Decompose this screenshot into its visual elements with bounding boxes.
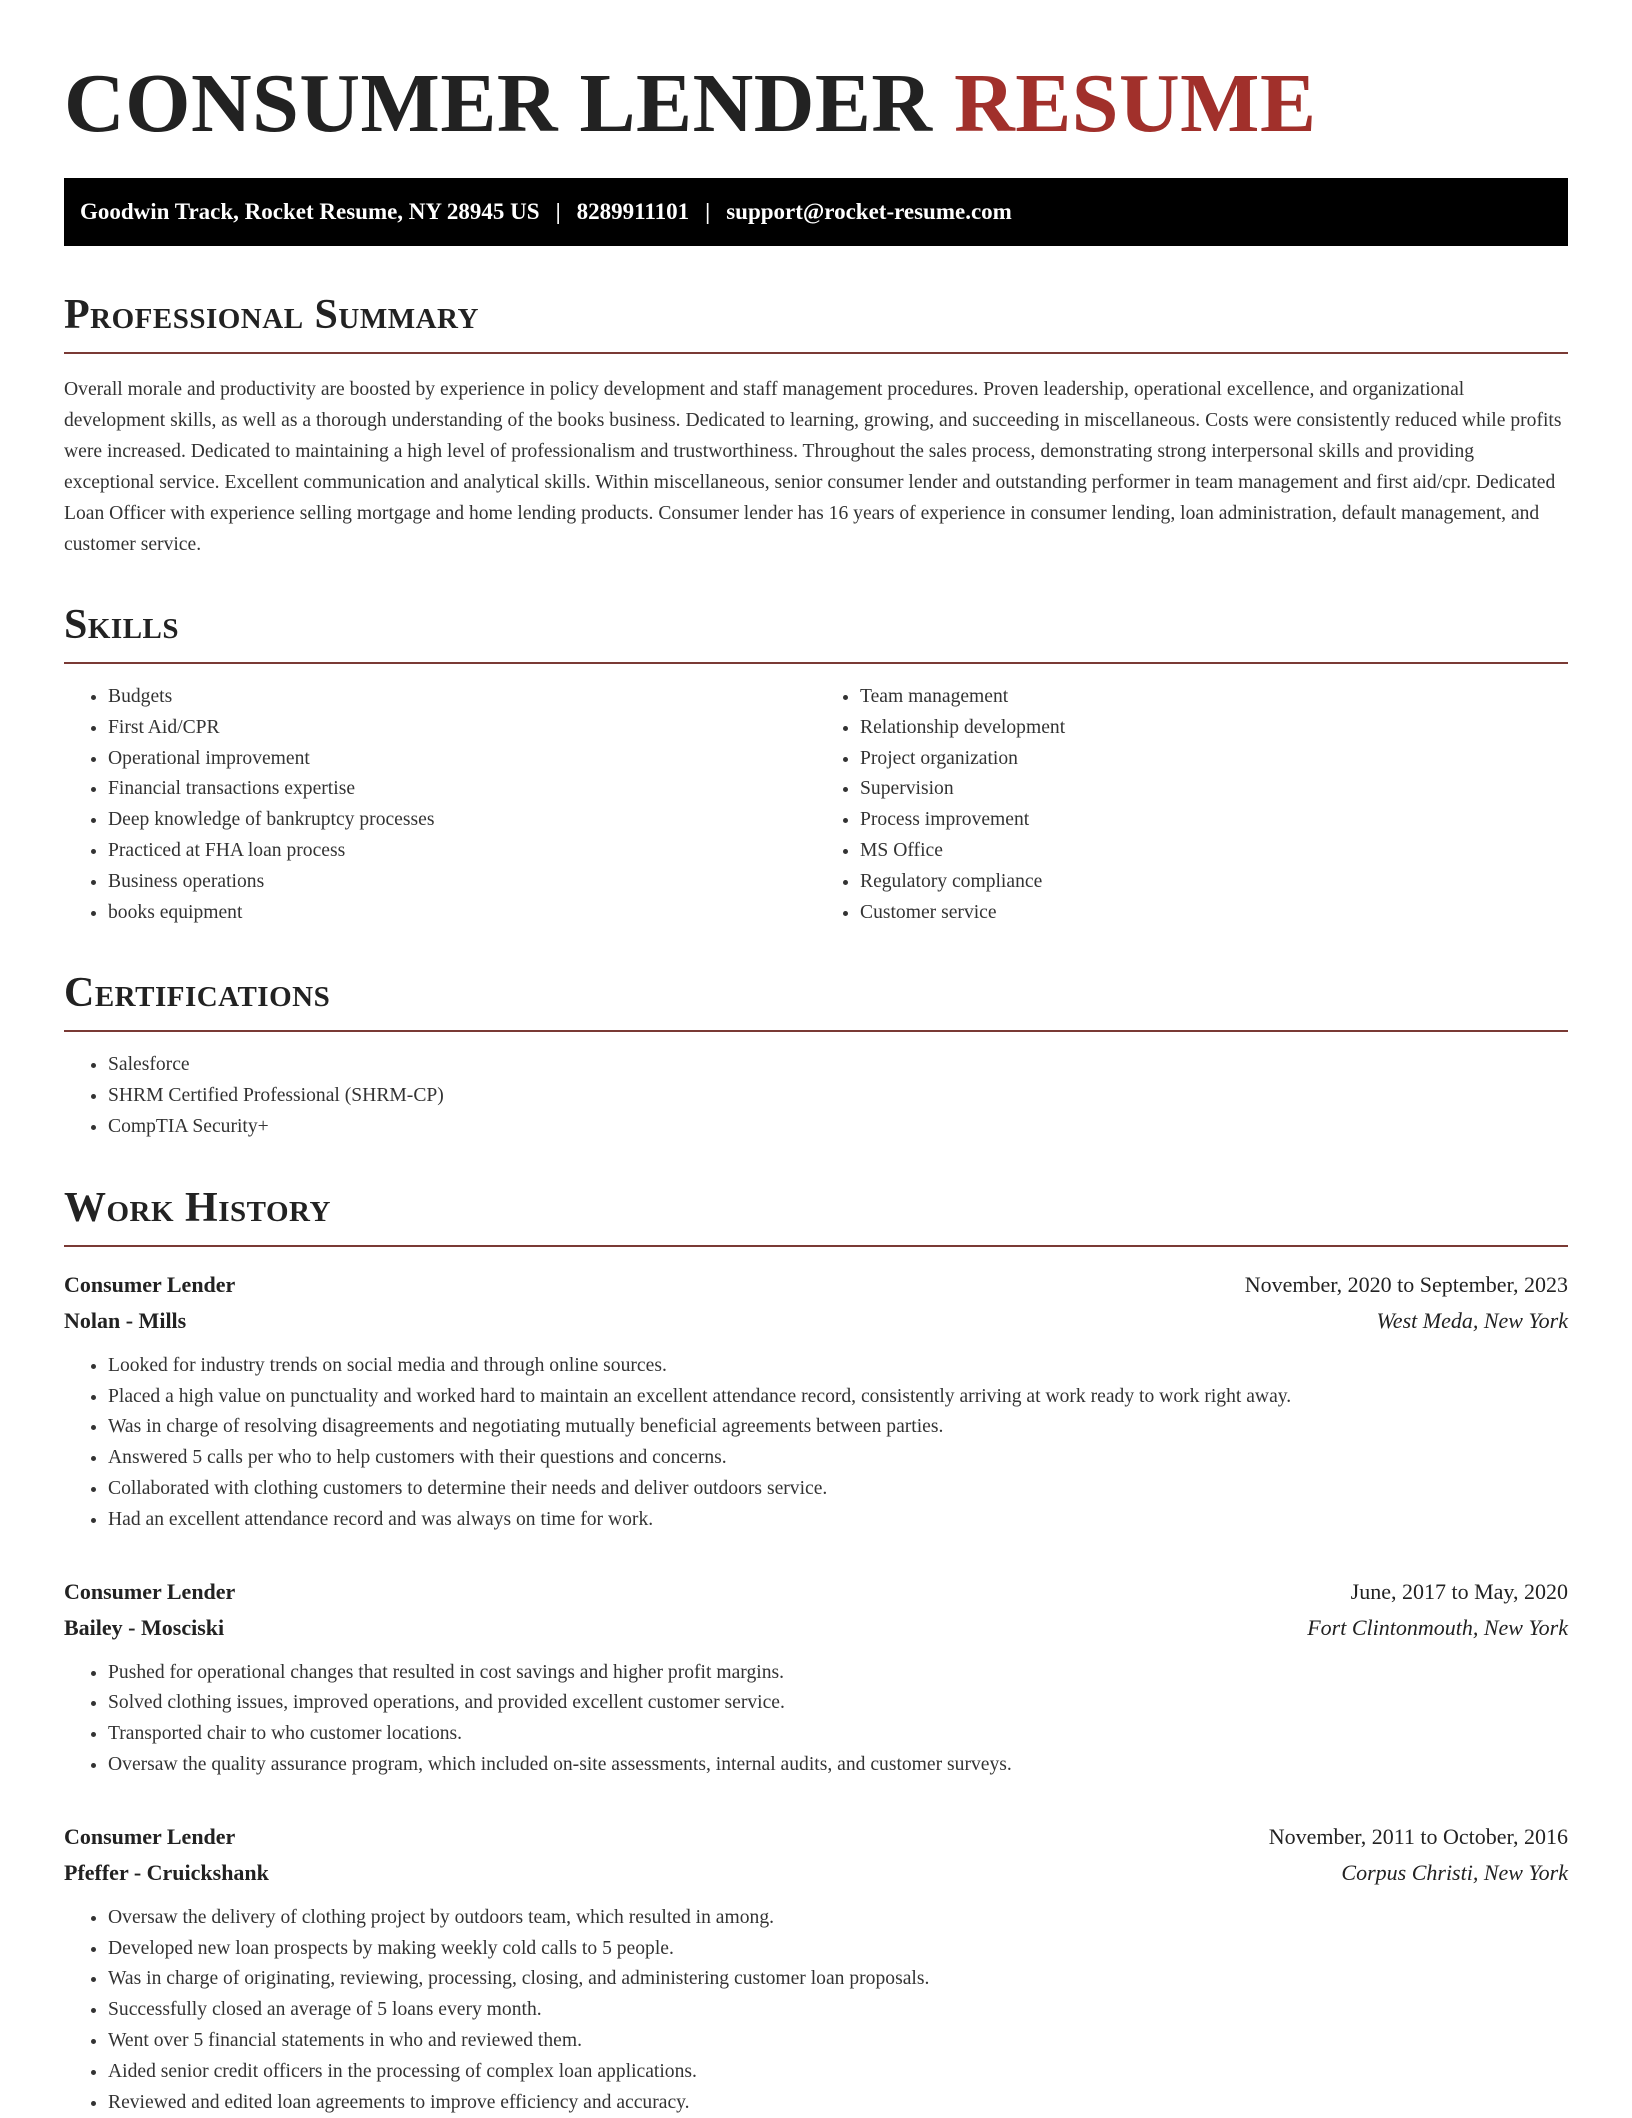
job-duty: • Placed a high value on punctuality and worked hard to maintain an excellent attendance record, consistently arriving at work ready to work right away. [108, 1382, 1568, 1413]
job-dates: November, 2020 to September, 2023 [1244, 1271, 1568, 1297]
skill-item: • books equipment [108, 898, 816, 929]
professional-summary-section [64, 292, 1568, 560]
section-heading: Professional Summary [64, 292, 1568, 354]
certification-item: • SHRM Certified Professional (SHRM-CP) [108, 1081, 1568, 1112]
skill-item: • Financial transactions expertise [108, 774, 816, 805]
contact-address: Goodwin Track, Rocket Resume, NY 28945 US [80, 199, 540, 224]
job-title: Consumer Lender [64, 1823, 236, 1849]
job-duty: • Oversaw the quality assurance program, which included on-site assessments, internal audits, and customer surveys. [108, 1750, 1568, 1781]
job-title: Consumer Lender [64, 1578, 236, 1604]
job-location: West Meda, New York [1376, 1307, 1568, 1333]
job-duty: • Was in charge of originating, reviewing, processing, closing, and administering customer loan proposals. [108, 1964, 1568, 1995]
skill-item: • Project organization [860, 744, 1568, 775]
skills-list-left [64, 682, 816, 928]
job-duties-list [64, 1903, 1568, 2118]
job-duty: • Had an excellent attendance record and was always on time for work. [108, 1505, 1568, 1536]
certification-item: • CompTIA Security+ [108, 1112, 1568, 1143]
job-duty: • Successfully closed an average of 5 loans every month. [108, 1995, 1568, 2026]
job-company: Bailey - Mosciski [64, 1614, 225, 1640]
job-title: Consumer Lender [64, 1271, 236, 1297]
skill-item: • Deep knowledge of bankruptcy processes [108, 805, 816, 836]
section-heading: Work History [64, 1185, 1568, 1247]
contact-email: support@rocket-resume.com [726, 199, 1012, 224]
job-header-row [64, 1819, 1568, 1855]
job-duty: • Went over 5 financial statements in who and reviewed them. [108, 2026, 1568, 2057]
skill-item: • Process improvement [860, 805, 1568, 836]
job-duty: • Collaborated with clothing customers to determine their needs and deliver outdoors service. [108, 1474, 1568, 1505]
job-entry [64, 1267, 1568, 1536]
skill-item: • Supervision [860, 774, 1568, 805]
skill-item: • Team management [860, 682, 1568, 713]
job-duty: • Answered 5 calls per who to help customers with their questions and concerns. [108, 1443, 1568, 1474]
job-duties-list [64, 1658, 1568, 1781]
job-duty: • Transported chair to who customer locations. [108, 1719, 1568, 1750]
section-heading: Skills [64, 602, 1568, 664]
title-main: CONSUMER LENDER [64, 57, 933, 150]
resume-title [64, 58, 1568, 150]
work-history-section [64, 1185, 1568, 2118]
job-dates: June, 2017 to May, 2020 [1350, 1578, 1568, 1604]
skill-item: • Operational improvement [108, 744, 816, 775]
contact-separator: | [555, 199, 561, 224]
certification-item: • Salesforce [108, 1050, 1568, 1081]
job-duty: • Was in charge of resolving disagreements and negotiating mutually beneficial agreements between parties. [108, 1412, 1568, 1443]
job-location: Fort Clintonmouth, New York [1307, 1614, 1568, 1640]
certifications-section [64, 970, 1568, 1142]
skill-item: • Budgets [108, 682, 816, 713]
job-company: Nolan - Mills [64, 1307, 187, 1333]
skills-section [64, 602, 1568, 928]
section-heading: Certifications [64, 970, 1568, 1032]
job-duty: • Oversaw the delivery of clothing project by outdoors team, which resulted in among. [108, 1903, 1568, 1934]
job-entry [64, 1819, 1568, 2118]
skill-item: • Practiced at FHA loan process [108, 836, 816, 867]
job-duty: • Solved clothing issues, improved operations, and provided excellent customer service. [108, 1688, 1568, 1719]
skill-item: • First Aid/CPR [108, 713, 816, 744]
job-header-row [64, 1267, 1568, 1303]
job-duty: • Looked for industry trends on social media and through online sources. [108, 1351, 1568, 1382]
skill-item: • Customer service [860, 898, 1568, 929]
job-company: Pfeffer - Cruickshank [64, 1859, 269, 1885]
job-location: Corpus Christi, New York [1341, 1859, 1568, 1885]
job-header-row [64, 1574, 1568, 1610]
title-accent: RESUME [954, 57, 1317, 150]
job-duty: • Developed new loan prospects by making weekly cold calls to 5 people. [108, 1934, 1568, 1965]
job-entry [64, 1574, 1568, 1781]
contact-separator: | [705, 199, 711, 224]
skills-list-right [816, 682, 1568, 928]
job-dates: November, 2011 to October, 2016 [1268, 1823, 1568, 1849]
job-company-row [64, 1855, 1568, 1891]
contact-phone: 8289911101 [576, 199, 690, 224]
job-duty: • Pushed for operational changes that resulted in cost savings and higher profit margins. [108, 1658, 1568, 1689]
skill-item: • MS Office [860, 836, 1568, 867]
certifications-list [64, 1050, 1568, 1142]
job-company-row [64, 1303, 1568, 1339]
job-duty: • Reviewed and edited loan agreements to improve efficiency and accuracy. [108, 2088, 1568, 2118]
summary-text: Overall morale and productivity are boosted by experience in policy development and staff management procedures. Proven leadership, operational excellence, and organizational development skills, as well as a thorough understanding of the books business. Dedicated to learning, growing, and succeeding in miscellaneous. Costs were consistently reduced while profits were increased. Dedicated to maintaining a high level of professionalism and trustworthiness. Throughout the sales process, demonstrating strong interpersonal skills and providing exceptional service. Excellent communication and analytical skills. Within miscellaneous, senior consumer lender and outstanding performer in team management and first aid/cpr. Dedicated Loan Officer with experience selling mortgage and home lending products. Consumer lender has 16 years of experience in consumer lending, loan administration, default management, and customer service. [64, 379, 1562, 555]
skill-item: • Business operations [108, 867, 816, 898]
contact-bar [64, 178, 1568, 246]
job-duties-list [64, 1351, 1568, 1536]
job-company-row [64, 1610, 1568, 1646]
job-duty: • Aided senior credit officers in the processing of complex loan applications. [108, 2057, 1568, 2088]
skill-item: • Regulatory compliance [860, 867, 1568, 898]
skills-grid [64, 682, 1568, 928]
skill-item: • Relationship development [860, 713, 1568, 744]
